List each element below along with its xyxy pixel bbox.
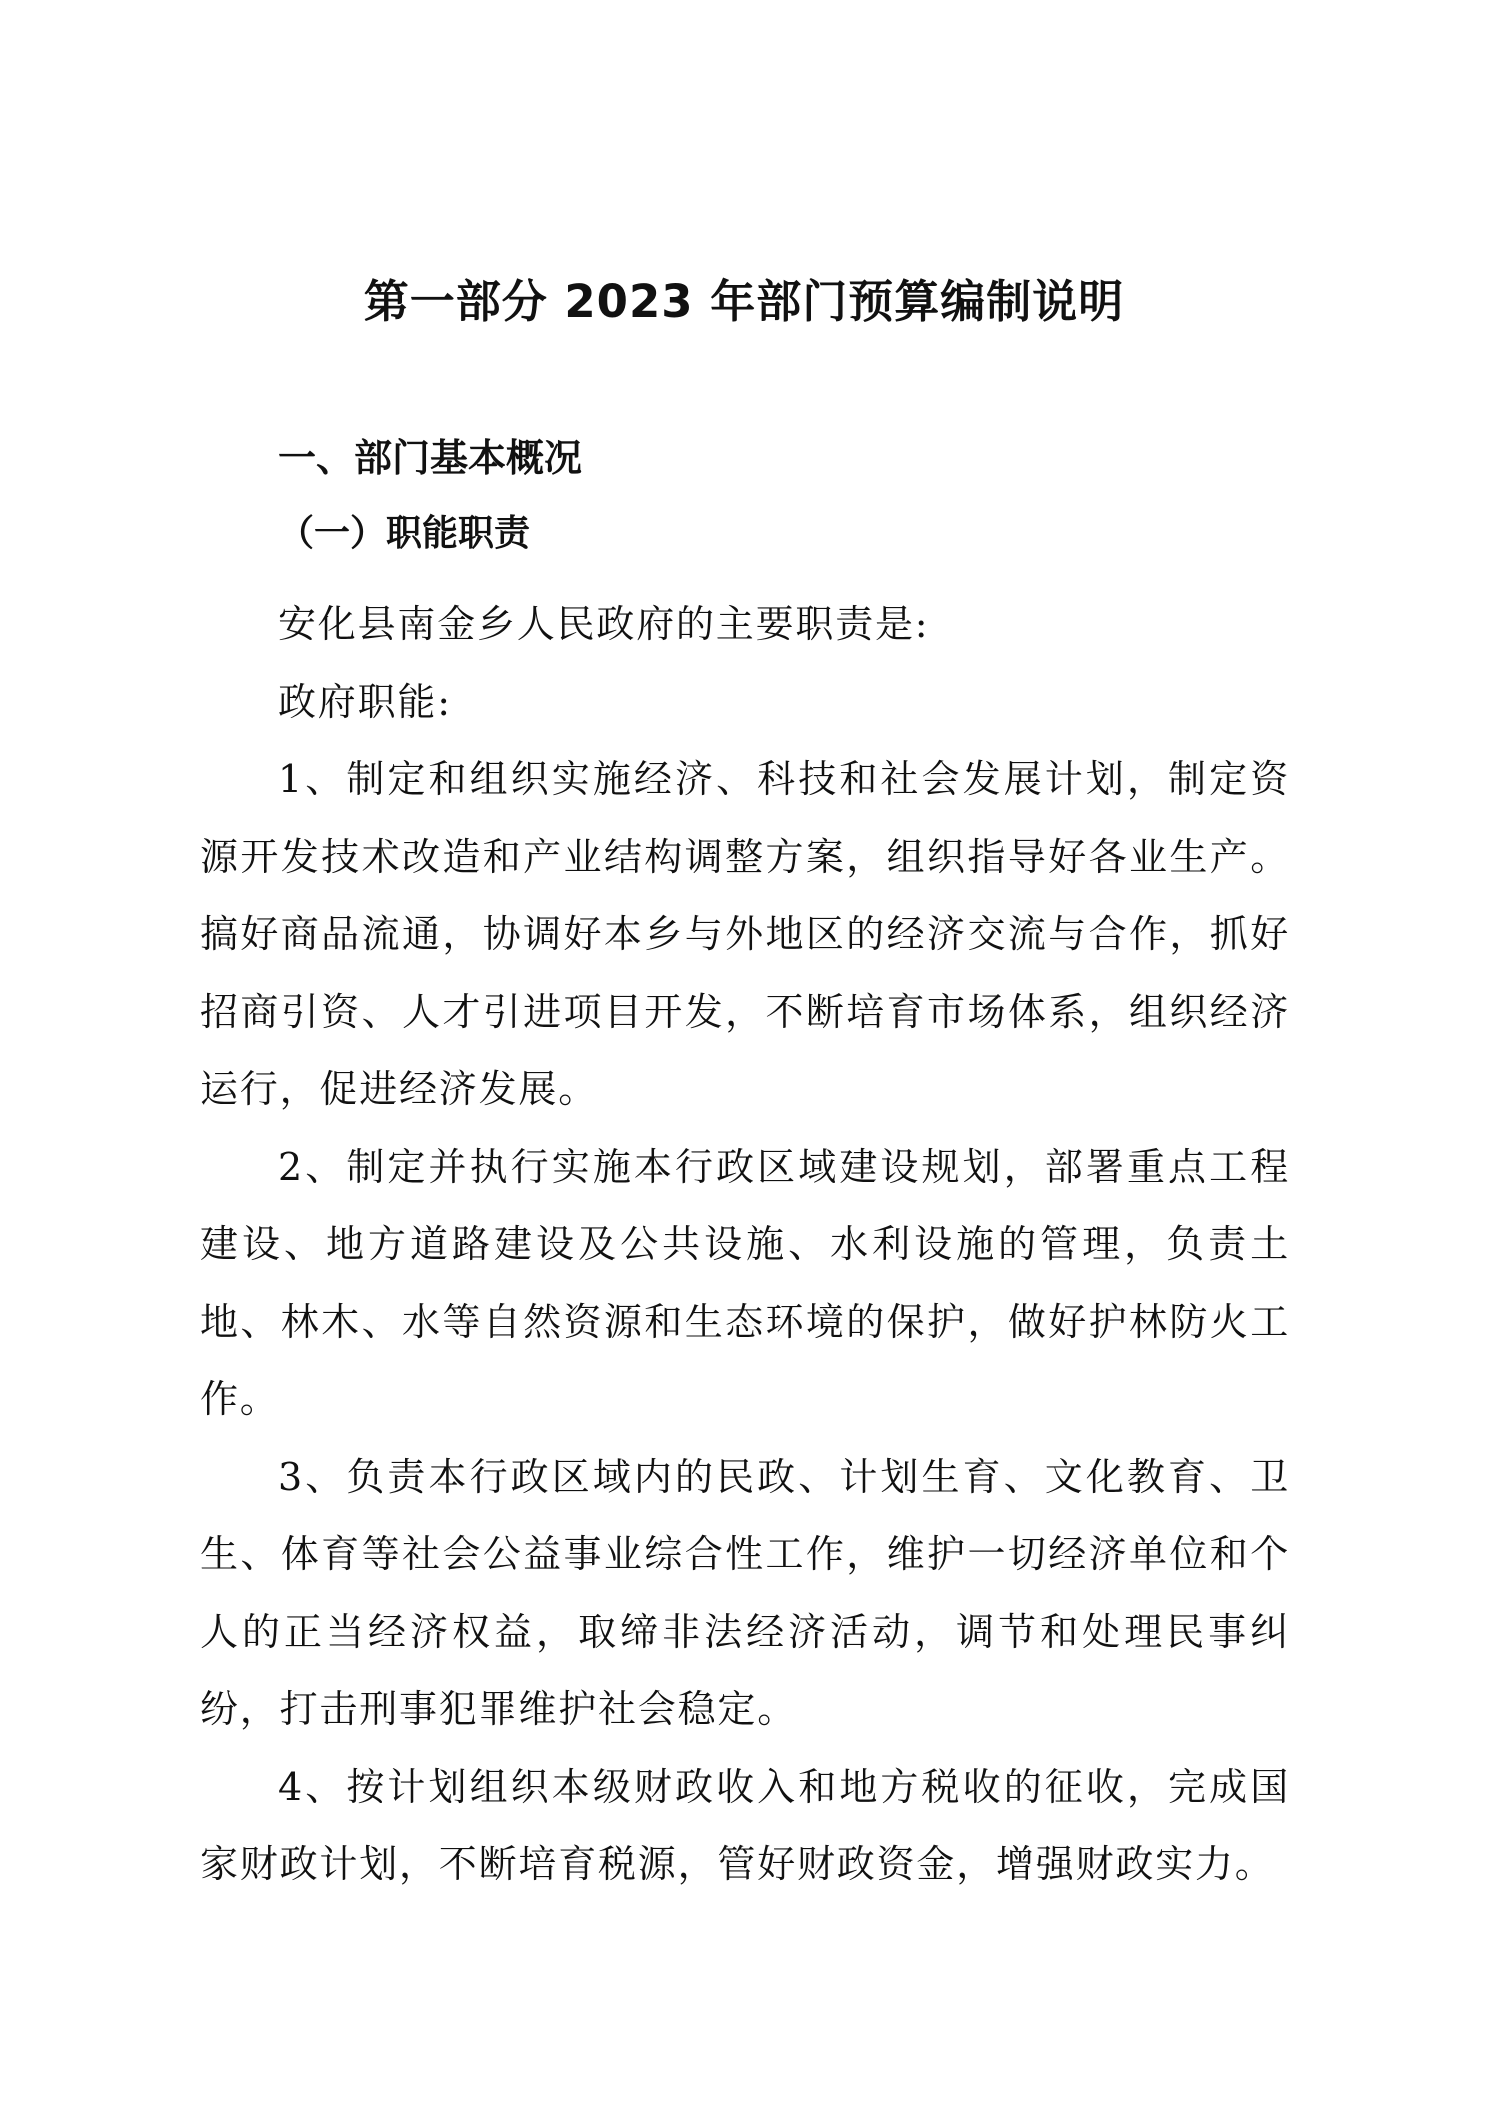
document-title: 第一部分 2023 年部门预算编制说明 (363, 275, 1125, 328)
sub-heading: （一）职能职责 (278, 513, 531, 554)
paragraph-item-4: 4、按计划组织本级财政收入和地方税收的征收，完成国家财政计划，不断培育税源，管好财政资金，增强财政实力。 (200, 1764, 1290, 1886)
paragraph-item-1: 1、制定和组织实施经济、科技和社会发展计划，制定资源开发技术改造和产业结构调整方案，组织指导好各业生产。搞好商品流通，协调好本乡与外地区的经济交流与合作，抓好招商引资、人才引进项目开发，不断培育市场体系，组织经济运行，促进经济发展。 (200, 757, 1290, 1111)
section-heading: 一、部门基本概况 (278, 436, 583, 480)
paragraph-government-functions: 政府职能: (278, 679, 452, 724)
paragraph-intro: 安化县南金乡人民政府的主要职责是: (278, 602, 930, 646)
paragraph-item-2: 2、制定并执行实施本行政区域建设规划，部署重点工程建设、地方道路建设及公共设施、水利设施的管理，负责土地、林木、水等自然资源和生态环境的保护，做好护林防火工作。 (200, 1144, 1290, 1421)
paragraph-item-3: 3、负责本行政区域内的民政、计划生育、文化教育、卫生、体育等社会公益事业综合性工作，维护一切经济单位和个人的正当经济权益，取缔非法经济活动，调节和处理民事纠纷，打击刑事犯罪维护社会稳定。 (200, 1454, 1290, 1731)
body-text (200, 586, 1290, 1904)
